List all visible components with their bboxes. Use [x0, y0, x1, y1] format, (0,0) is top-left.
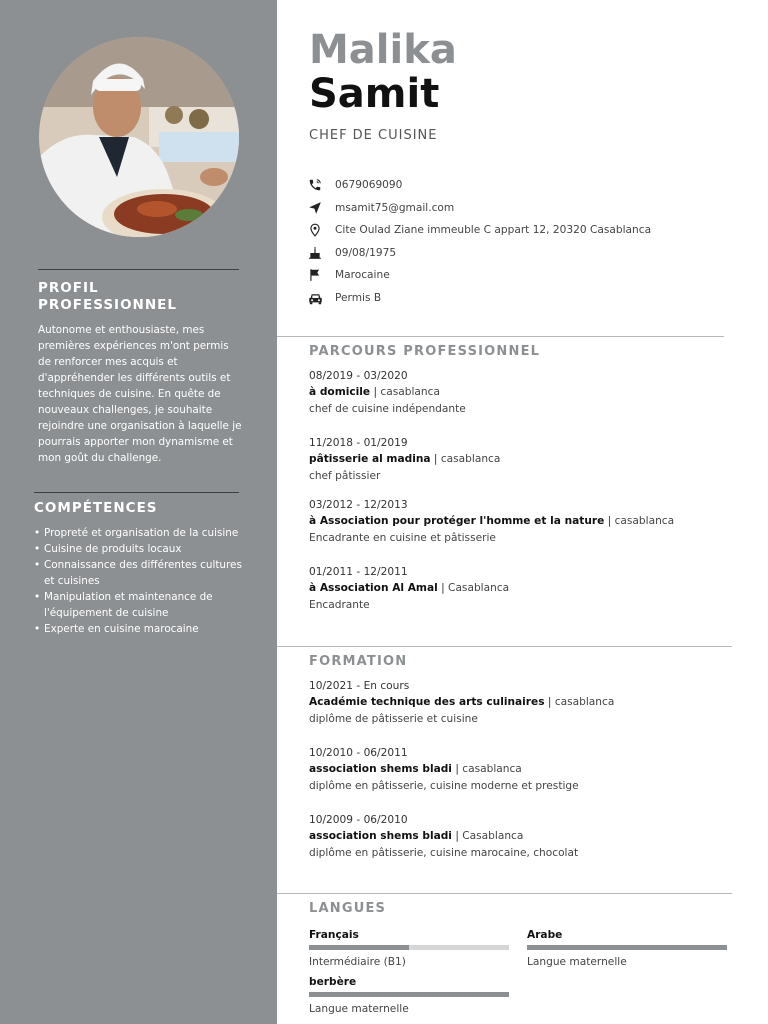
language-level-bar	[527, 945, 727, 950]
contact-value[interactable]: msamit75@gmail.com	[335, 201, 455, 214]
skill-item: • Manipulation et maintenance de l'équipement de cuisine	[34, 589, 244, 621]
entry-location: Casablanca	[448, 582, 510, 595]
flag-icon	[307, 267, 323, 283]
main-content	[277, 0, 768, 1024]
contact-value: 09/08/1975	[335, 246, 397, 259]
entry-dates: 10/2021 - En cours	[309, 680, 410, 692]
location-pin-icon	[307, 222, 323, 238]
entry-dates: 10/2009 - 06/2010	[309, 814, 408, 826]
entry-description: Encadrante en cuisine et pâtisserie	[309, 531, 496, 544]
language-name: Arabe	[527, 929, 563, 941]
entry-dates: 11/2018 - 01/2019	[309, 437, 408, 449]
experience-entry: 11/2018 - 01/2019 pâtisserie al madina | casablanca chef pâtissier	[309, 435, 739, 484]
entry-dates: 01/2011 - 12/2011	[309, 566, 408, 578]
entry-organization: à Association pour protéger l'homme et la nature	[309, 515, 605, 528]
language-name: Français	[309, 929, 359, 941]
education-entry: 10/2021 - En cours Académie technique des arts culinaires | casablanca diplôme de pâtisserie et cuisine	[309, 678, 739, 727]
language-level-fill	[309, 992, 509, 997]
language-level-fill	[527, 945, 727, 950]
divider	[277, 336, 724, 337]
skill-item: • Connaissance des différentes cultures et cuisines	[34, 557, 244, 589]
entry-location: Casablanca	[462, 830, 524, 843]
contact-email	[307, 197, 747, 220]
send-icon	[307, 200, 323, 216]
skills-list	[34, 525, 244, 637]
entry-description: Encadrante	[309, 598, 370, 611]
entry-description: chef pâtissier	[309, 469, 381, 482]
entry-location: casablanca	[440, 453, 501, 466]
contact-value: Permis B	[335, 291, 382, 304]
language-level-label: Intermédiaire (B1)	[309, 956, 406, 968]
skill-item: • Experte en cuisine marocaine	[34, 621, 244, 637]
contact-phone	[307, 174, 747, 197]
contact-value: Cite Oulad Ziane immeuble C appart 12, 20320 Casablanca	[335, 224, 652, 237]
experience-entry: 03/2012 - 12/2013 à Association pour protéger l'homme et la nature | casablanca Encadrante en cuisine et pâtisserie	[309, 497, 739, 546]
entry-location: casablanca	[614, 515, 675, 528]
entry-dates: 10/2010 - 06/2011	[309, 747, 408, 759]
profile-photo	[39, 37, 239, 237]
sidebar	[0, 0, 277, 1024]
entry-location: casablanca	[462, 763, 522, 776]
car-icon	[307, 290, 323, 306]
entry-dates: 03/2012 - 12/2013	[309, 499, 408, 511]
experience-entry: 01/2011 - 12/2011 à Association Al Amal | Casablanca Encadrante	[309, 564, 739, 613]
skill-item: • Propreté et organisation de la cuisine	[34, 525, 244, 541]
language-level-bar	[309, 945, 509, 950]
language-level-fill	[309, 945, 409, 950]
last-name: Samit	[309, 71, 440, 117]
contact-list	[307, 174, 747, 309]
entry-dates: 08/2019 - 03/2020	[309, 370, 408, 382]
entry-location: casablanca	[554, 696, 615, 709]
language-item	[309, 927, 509, 970]
divider	[277, 893, 732, 894]
entry-description: diplôme en pâtisserie, cuisine moderne et prestige	[309, 779, 579, 792]
language-level-label: Langue maternelle	[309, 1003, 409, 1015]
entry-organization: association shems bladi	[309, 763, 452, 776]
profile-heading: PROFIL PROFESSIONNEL	[38, 280, 177, 313]
job-title: CHEF DE CUISINE	[309, 128, 438, 143]
entry-organization: Académie technique des arts culinaires	[309, 696, 545, 709]
entry-organization: pâtisserie al madina	[309, 453, 431, 466]
education-heading: FORMATION	[309, 654, 408, 669]
contact-license	[307, 287, 747, 310]
contact-nationality	[307, 264, 747, 287]
education-entry: 10/2010 - 06/2011 association shems bladi | casablanca diplôme en pâtisserie, cuisine moderne et prestige	[309, 745, 739, 794]
contact-value: 0679069090	[335, 179, 403, 192]
entry-description: diplôme de pâtisserie et cuisine	[309, 712, 478, 725]
entry-organization: à domicile	[309, 386, 371, 399]
entry-organization: association shems bladi	[309, 830, 452, 843]
phone-icon	[307, 177, 323, 193]
language-item	[527, 927, 727, 970]
first-name: Malika	[309, 27, 457, 73]
language-name: berbère	[309, 976, 357, 988]
language-item	[309, 974, 509, 1017]
divider	[277, 646, 732, 647]
contact-address	[307, 219, 747, 242]
entry-organization: à Association Al Amal	[309, 582, 438, 595]
divider	[34, 492, 239, 493]
education-entry: 10/2009 - 06/2010 association shems bladi | Casablanca diplôme en pâtisserie, cuisine marocaine, chocolat	[309, 812, 739, 861]
language-level-bar	[309, 992, 509, 997]
contact-birthdate	[307, 242, 747, 265]
contact-value: Marocaine	[335, 269, 390, 282]
experience-entry: 08/2019 - 03/2020 à domicile | casablanca chef de cuisine indépendante	[309, 368, 739, 417]
languages-heading: LANGUES	[309, 901, 387, 916]
profile-summary: Autonome et enthousiaste, mes premières expériences m'ont permis de renforcer mes acquis et d'appréhender les différents outils et techniques de cuisine. En quête de nouveaux challenges, je souhaite rejoindre une organisation à laquelle je pourrais apporter mon dynamisme et mon goût du challenge.	[38, 324, 242, 464]
entry-description: chef de cuisine indépendante	[309, 402, 466, 415]
language-level-label: Langue maternelle	[527, 956, 627, 968]
experience-heading: PARCOURS PROFESSIONNEL	[309, 344, 541, 359]
skills-heading: COMPÉTENCES	[34, 500, 158, 516]
entry-location: casablanca	[380, 386, 440, 399]
divider	[38, 269, 239, 270]
skill-item: • Cuisine de produits locaux	[34, 541, 244, 557]
birthday-cake-icon	[307, 245, 323, 261]
entry-description: diplôme en pâtisserie, cuisine marocaine, chocolat	[309, 846, 579, 859]
